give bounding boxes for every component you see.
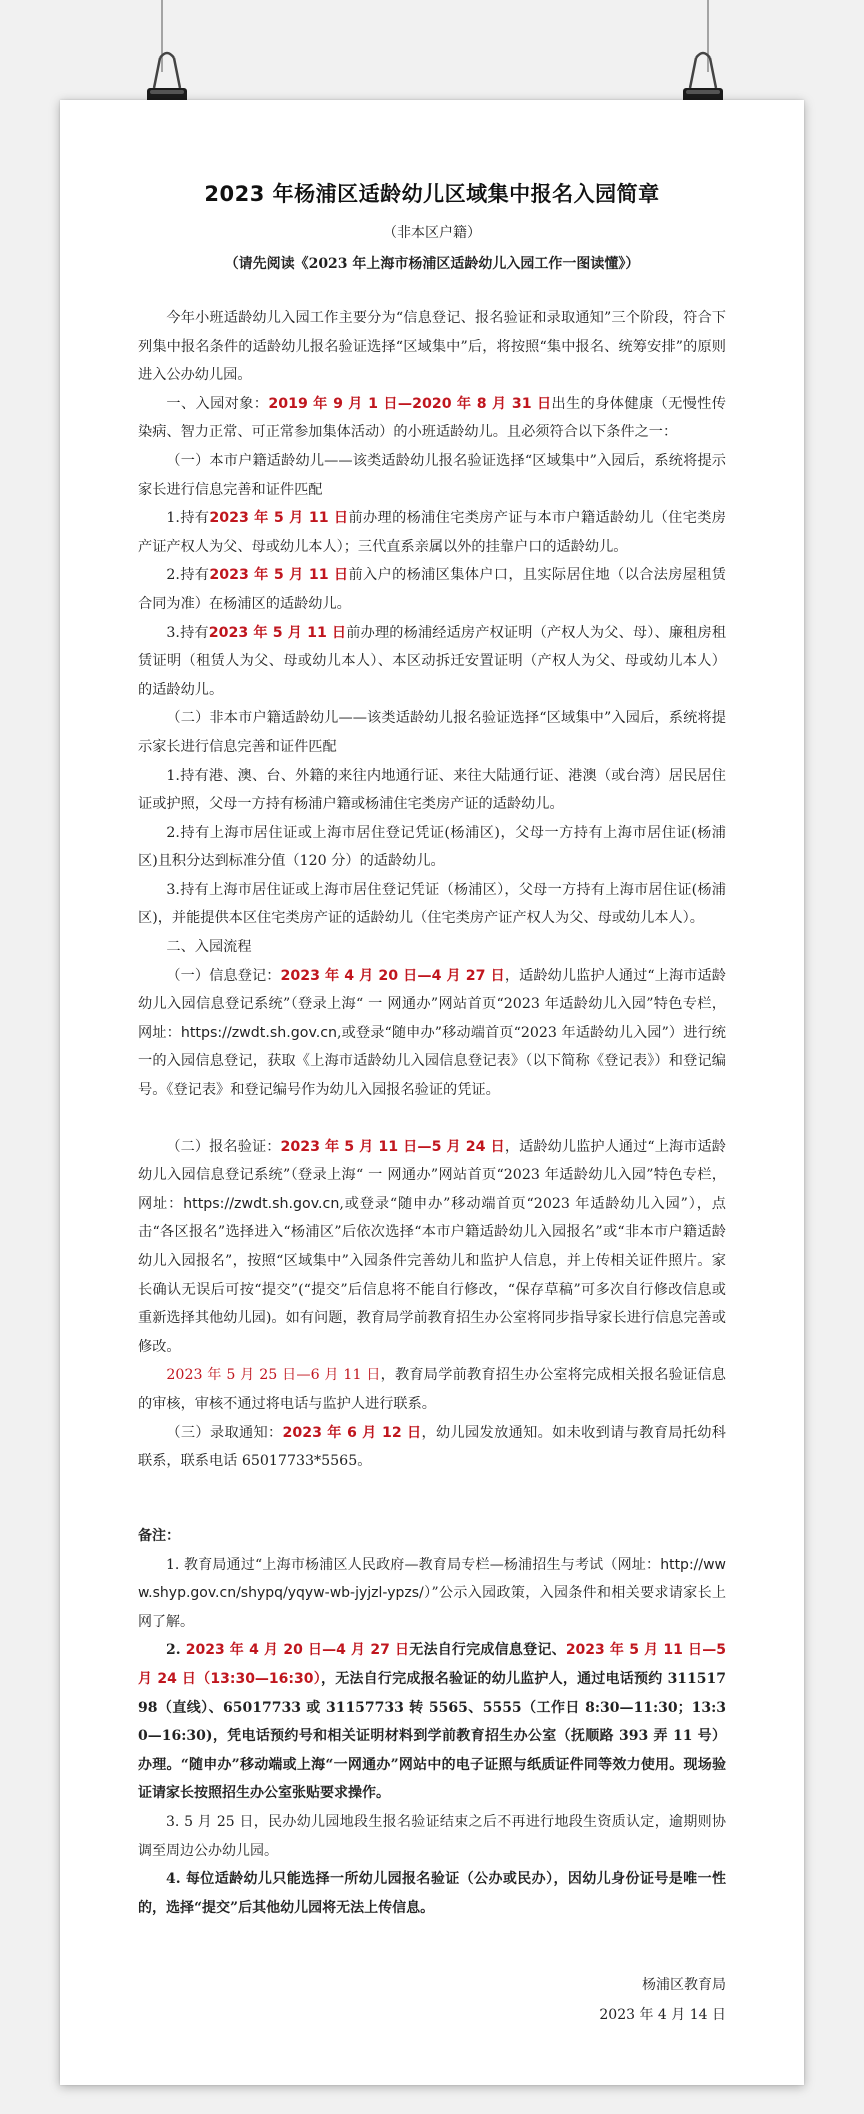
page-title: 2023 年杨浦区适龄幼儿区域集中报名入园简章	[204, 182, 660, 206]
group-b-item3: 3.持有上海市居住证或上海市居住登记凭证（杨浦区），父母一方持有上海市居住证(杨浦区)，并能提供本区住宅类房产证的适龄幼儿（住宅类房产证产权人为父、母或幼儿本人）。	[138, 881, 726, 927]
step1-paragraph: （一）信息登记：2023 年 4 月 20 日—4 月 27 日，适龄幼儿监护人通过“上海市适龄幼儿入园信息登记系统”（登录上海“ 一 网通办”网站首页“2023 年适龄幼儿入园”特色专栏，网址：https://zwdt.sh.gov.cn,或登录“随申办”移动端首页“2023 年适龄幼儿入园”）进行统一的入园信息登记，获取《上海市适龄幼儿入园信息登记表》（以下简称《登记表》）和登记编号。《登记表》和登记编号作为幼儿入园报名验证的凭证。	[138, 967, 726, 1099]
signature	[599, 1970, 726, 2030]
section1-heading: 一、入园对象：2019 年 9 月 1 日—2020 年 8 月 31 日出生的身体健康（无慢性传染病、智力正常、可正常参加集体活动）的小班适龄幼儿。且必须符合以下条件之一：	[138, 395, 726, 441]
group-a-item2: 2.持有2023 年 5 月 11 日前入户的杨浦区集体户口，且实际居住地（以合法房屋租赁合同为准）在杨浦区的适龄幼儿。	[138, 567, 726, 612]
step3-date: 2023 年 6 月 12 日	[282, 1424, 422, 1441]
verify-date: 2023 年 5 月 25 日—6 月 11 日	[166, 1367, 381, 1384]
step2-paragraph: （二）报名验证：2023 年 5 月 11 日—5 月 24 日，适龄幼儿监护人通过“上海市适龄幼儿入园信息登记系统”（登录上海“ 一 网通办”网站首页“2023 年适龄幼儿入园”特色专栏，网址：https://zwdt.sh.gov.cn,或登录“随申办”移动端首页“2023 年适龄幼儿入园”），点击“各区报名”选择进入“杨浦区”后依次选择“本市户籍适龄幼儿入园报名”或“非本市户籍适龄幼儿入园报名”，按照“区域集中”入园条件完善幼儿和监护人信息，并上传相关证件照片。家长确认无误后可按“提交”(“提交”后信息将不能自行修改，“保存草稿”可多次自行修改信息或重新选择其他幼儿园)。如有问题，教育局学前教育招生办公室将同步指导家长进行信息完善或修改。	[138, 1138, 726, 1355]
section2-heading: 二、入园流程	[166, 939, 252, 956]
remarks-heading: 备注：	[138, 1528, 180, 1544]
remark-2: 2. 2023 年 4 月 20 日—4 月 27 日无法自行完成信息登记、2023 年 5 月 11 日—5 月 24 日（13:30—16:30），无法自行完成报名验证的幼儿监护人，通过电话预约 31151798（直线）、65017733 或 31157733 转 5565、5555（工作日 8:30—11:30；13:30—16:30)，凭电话预约号和相关证明材料到学前教育招生办公室（抚顺路 393 弄 11 号）办理。“随申办”移动端或上海“一网通办”网站中的电子证照与纸质证件同等效力使用。现场验证请家长按照招生办公室张贴要求操作。	[138, 1642, 727, 1802]
group-b-item2: 2.持有上海市居住证或上海市居住登记凭证(杨浦区)，父母一方持有上海市居住证(杨浦区)且积分达到标准分值（120 分）的适龄幼儿。	[138, 824, 726, 870]
birth-date-to: 2020 年 8 月 31 日	[412, 395, 552, 412]
group-a-heading: （一）本市户籍适龄幼儿——该类适龄幼儿报名验证选择“区域集中”入园后，系统将提示家长进行信息完善和证件匹配	[138, 452, 726, 498]
birth-date-from: 2019 年 9 月 1 日	[268, 395, 398, 412]
remark-1-url: http://www.shyp.gov.cn/shypq/yqyw-wb-jyjzl-ypzs/	[138, 1556, 726, 1602]
signature-org: 杨浦区教育局	[642, 1977, 726, 1993]
step2-url: https://zwdt.sh.gov.cn	[183, 1195, 340, 1212]
remark-4: 4. 每位适龄幼儿只能选择一所幼儿园报名验证（公办或民办），因幼儿身份证号是唯一性的，选择“提交”后其他幼儿园将无法上传信息。	[138, 1871, 726, 1916]
step1-date: 2023 年 4 月 20 日—4 月 27 日	[280, 967, 505, 984]
group-a-item1: 1.持有2023 年 5 月 11 日前办理的杨浦住宅类房产证与本市户籍适龄幼儿（住宅类房产证产权人为父、母或幼儿本人）；三代直系亲属以外的挂靠户口的适龄幼儿。	[138, 510, 726, 555]
step3-paragraph: （三）录取通知：2023 年 6 月 12 日，幼儿园发放通知。如未收到请与教育局托幼科联系，联系电话 65017733*5565。	[138, 1424, 726, 1470]
intro-paragraph: 今年小班适龄幼儿入园工作主要分为“信息登记、报名验证和录取通知”三个阶段，符合下列集中报名条件的适龄幼儿报名验证选择“区域集中”后，将按照“集中报名、统筹安排”的原则进入公办幼儿园。	[138, 310, 726, 384]
step2-date: 2023 年 5 月 11 日—5 月 24 日	[280, 1138, 505, 1155]
step1-url: https://zwdt.sh.gov.cn	[180, 1024, 338, 1041]
group-b-item1: 1.持有港、澳、台、外籍的来往内地通行证、来往大陆通行证、港澳（或台湾）居民居住证或护照，父母一方持有杨浦户籍或杨浦住宅类房产证的适龄幼儿。	[138, 767, 726, 813]
remarks	[138, 1522, 726, 1922]
signature-date: 2023 年 4 月 14 日	[599, 2007, 726, 2023]
read-note: （请先阅读《2023 年上海市杨浦区适龄幼儿入园工作一图读懂》）	[224, 256, 640, 272]
remark-3: 3. 5 月 25 日，民办幼儿园地段生报名验证结束之后不再进行地段生资质认定，逾期则协调至周边公办幼儿园。	[138, 1813, 726, 1859]
page-subtitle: （非本区户籍）	[383, 225, 481, 241]
notice-paper	[60, 100, 804, 2085]
notice-body	[138, 304, 726, 1476]
remark-1: 1. 教育局通过“上海市杨浦区人民政府—教育局专栏—杨浦招生与考试（网址：http://www.shyp.gov.cn/shypq/yqyw-wb-jyjzl-ypzs/）”公示入园政策，入园条件和相关要求请家长上网了解。	[138, 1556, 726, 1630]
group-a-item3: 3.持有2023 年 5 月 11 日前办理的杨浦经适房产权证明（产权人为父、母）、廉租房租赁证明（租赁人为父、母或幼儿本人）、本区动拆迁安置证明（产权人为父、母或幼儿本人）的适龄幼儿。	[138, 624, 727, 698]
verify-paragraph: 2023 年 5 月 25 日—6 月 11 日，教育局学前教育招生办公室将完成相关报名验证信息的审核，审核不通过将电话与监护人进行联系。	[138, 1367, 726, 1412]
group-b-heading: （二）非本市户籍适龄幼儿——该类适龄幼儿报名验证选择“区域集中”入园后，系统将提示家长进行信息完善和证件匹配	[138, 710, 726, 755]
